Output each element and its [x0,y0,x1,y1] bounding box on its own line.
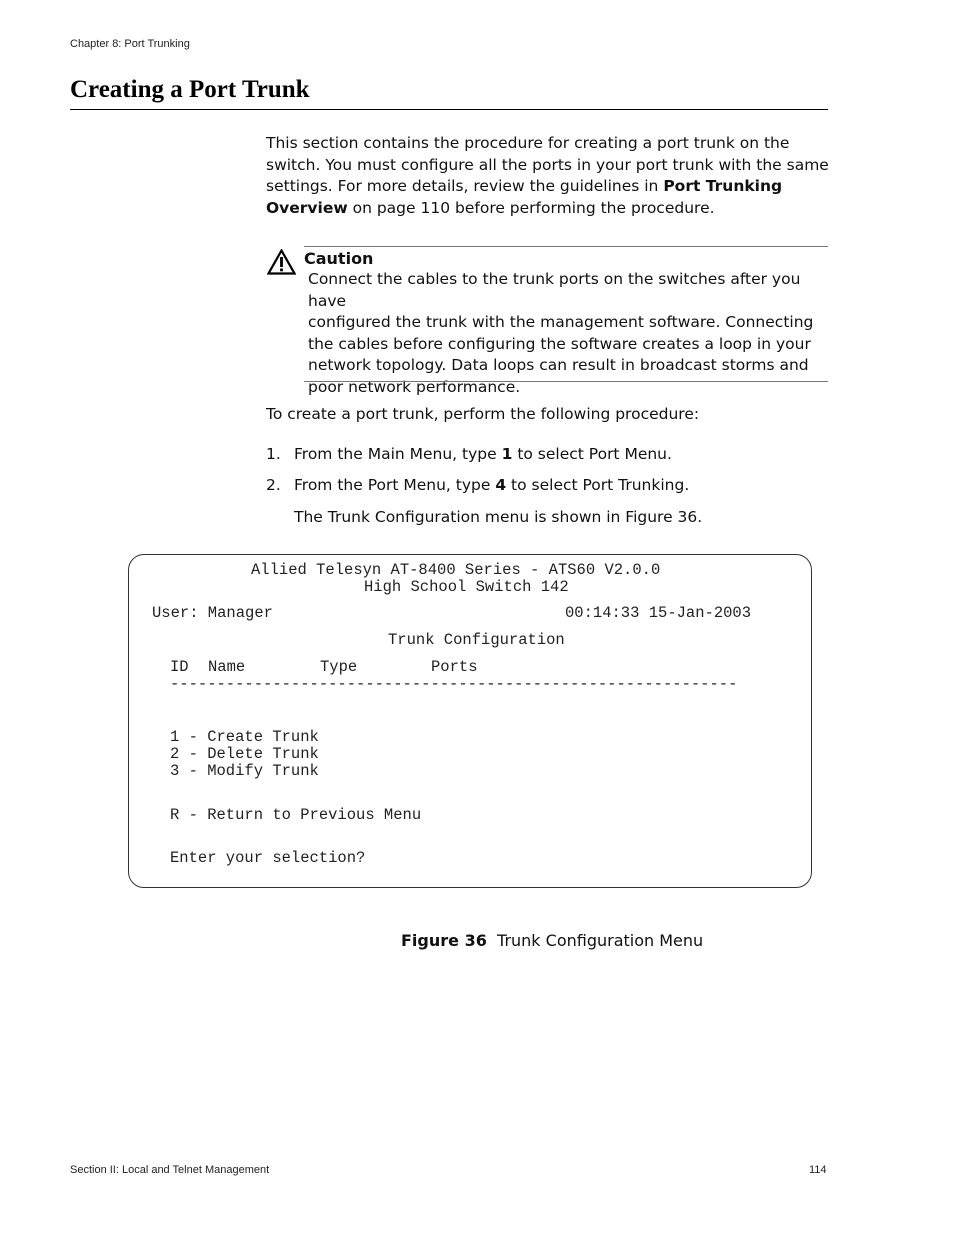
caution-line: the cables before configuring the software creates a loop in your [308,334,811,353]
cross-reference-link[interactable]: Port Trunking Overview [266,177,783,217]
step-text: From the Main Menu, type [294,445,502,463]
terminal-separator: ------------------------------------------------------------- [170,675,738,693]
caution-line: configured the trunk with the management software. Connecting [308,313,814,331]
footer-section: Section II: Local and Telnet Management [70,1164,270,1176]
column-header-name: Name [208,658,246,676]
heading-rule [70,109,828,110]
caution-text [308,269,833,398]
menu-option-return[interactable]: R - Return to Previous Menu [170,806,422,824]
terminal-title: Allied Telesyn AT-8400 Series - ATS60 V2.0.0 [251,561,661,579]
warning-triangle-icon [267,249,296,275]
step-text: to select Port Trunking. [506,476,690,494]
page-number: 114 [809,1164,827,1176]
figure-title: Trunk Configuration Menu [497,931,704,950]
caution-line: network topology. Data loops can result in broadcast storms and [308,356,809,374]
step-key: 1 [501,445,513,463]
figure-caption [401,930,703,952]
step-note: The Trunk Configuration menu is shown in Figure 36. [294,508,703,526]
step-key: 4 [495,476,507,494]
terminal-user: User: Manager [152,604,273,622]
section-heading: Creating a Port Trunk [70,76,310,103]
figure-label: Figure 36 [401,931,487,950]
caution-top-rule [304,246,828,247]
selection-prompt[interactable]: Enter your selection? [170,849,366,867]
step-number: 1. [266,445,281,463]
intro-text-2: on page 110 before performing the procedure. [347,198,715,217]
procedure-lead: To create a port trunk, perform the following procedure: [266,405,700,423]
step-number: 2. [266,476,281,494]
column-header-id: ID [170,658,189,676]
step-text: to select Port Menu. [512,445,672,463]
caution-title: Caution [304,249,374,268]
caution-line: poor network performance. [308,377,521,396]
intro-text-1: This section contains the procedure for creating a port trunk on the switch. You must configure all the ports in your port trunk with the same settings. For more details, review the guidelines in [266,134,829,195]
running-head: Chapter 8: Port Trunking [70,38,190,50]
terminal-datetime: 00:14:33 15-Jan-2003 [565,604,752,622]
terminal-screen-title: Trunk Configuration [388,631,565,649]
menu-option-delete-trunk[interactable]: 2 - Delete Trunk [170,745,319,763]
menu-option-modify-trunk[interactable]: 3 - Modify Trunk [170,762,319,780]
column-header-ports: Ports [431,658,478,676]
terminal-switch-name: High School Switch 142 [364,578,569,596]
column-header-type: Type [320,658,358,676]
step-text: From the Port Menu, type [294,476,496,494]
procedure-step [266,444,672,466]
caution-line: Connect the cables to the trunk ports on the switches after you have [308,270,801,310]
intro-paragraph [266,133,841,219]
caution-bottom-rule [304,381,828,382]
procedure-step [266,475,689,497]
menu-option-create-trunk[interactable]: 1 - Create Trunk [170,728,319,746]
